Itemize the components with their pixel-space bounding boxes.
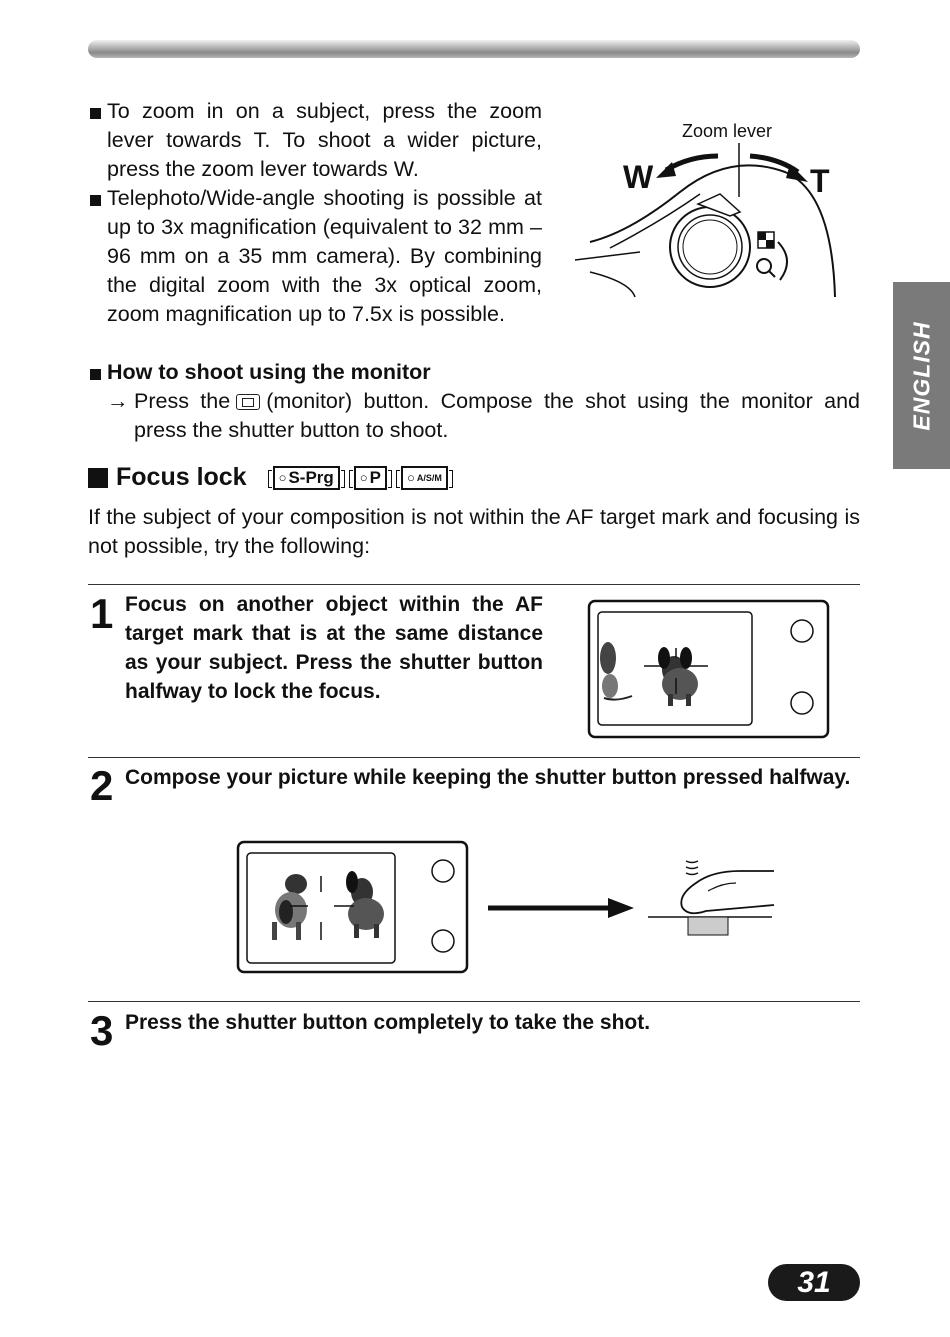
focus-lock-title: Focus lock [116, 463, 247, 491]
zoom-bullet: To zoom in on a subject, press the zoom lever towards T. To shoot a wider picture, press the zoom lever towards W. [88, 97, 542, 184]
step-1-number: 1 [90, 590, 114, 637]
step-2-text: Compose your picture while keeping the shutter button pressed halfway. [125, 766, 851, 789]
magnification-bullet: Telephoto/Wide-angle shooting is possible at up to 3x magnification (equivalent to 32 mm – 96 mm on a 35 mm camera). By combining the digital zoom with the 3x optical zoom, zoom magnification up to 7.5x is possible. [88, 184, 542, 329]
wide-label: W [623, 159, 654, 195]
language-tab-label: ENGLISH [908, 320, 934, 431]
step-3-number: 3 [90, 1007, 114, 1054]
zoom-lever-illustration [570, 112, 850, 307]
half-press-shutter-icon [648, 855, 778, 937]
right-arrow-icon [486, 896, 636, 920]
step-3-text: Press the shutter button completely to take the shot. [125, 1011, 651, 1034]
language-tab [893, 282, 950, 469]
monitor-button-icon [236, 394, 260, 410]
step-1-camera-monitor [586, 598, 832, 740]
mode-badge-p: ○ P [354, 466, 387, 490]
step-2-number: 2 [90, 762, 114, 809]
arrow-icon: → [107, 389, 129, 413]
monitor-section [88, 358, 860, 445]
zoom-lever-label: Zoom lever [682, 121, 773, 141]
monitor-heading: How to shoot using the monitor [88, 358, 860, 387]
tele-label: T [810, 163, 830, 199]
mode-badge-asm: ○ A/S/M [401, 466, 448, 490]
step-1-text: Focus on another object within the AF target mark that is at the same distance as your subject. Press the shutter button halfway to lock the focus. [125, 593, 543, 703]
focus-lock-heading [88, 463, 448, 492]
mode-badge-sprg: ○ S-Prg [273, 466, 340, 490]
focus-lock-intro: If the subject of your composition is not within the AF target mark and focusing is not possible, try the following: [88, 505, 860, 558]
header-bar [88, 40, 860, 58]
divider [88, 757, 860, 758]
divider [88, 1001, 860, 1002]
step-2-camera-monitor [236, 840, 470, 975]
page-number: 31 [768, 1264, 860, 1301]
monitor-instruction: → Press the (monitor) button. Compose the shot using the monitor and press the shutter button to shoot. [107, 389, 860, 442]
intro-bullets [88, 97, 542, 329]
divider [88, 584, 860, 585]
section-square-icon [88, 468, 108, 488]
